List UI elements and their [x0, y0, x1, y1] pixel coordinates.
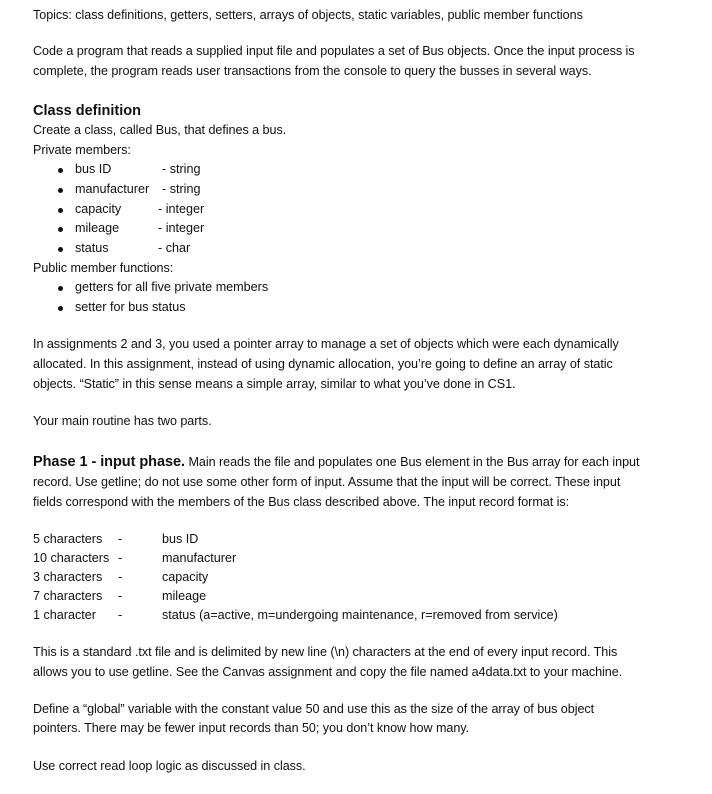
record-dash: -: [118, 532, 123, 546]
bullet-icon: [58, 286, 63, 291]
record-field: status (a=active, m=undergoing maintenance, r=removed from service): [162, 608, 558, 622]
record-length: 3 characters: [33, 570, 103, 584]
record-dash: -: [118, 589, 123, 603]
member-name: manufacturer: [75, 182, 150, 196]
txt-para-line-2: allows you to use getline. See the Canvas assignment and copy the file named a4data.txt to your machine.: [33, 665, 623, 679]
record-field: capacity: [162, 570, 209, 584]
record-length: 1 character: [33, 608, 96, 622]
phase1-title: Phase 1 - input phase.: [33, 454, 185, 470]
member-type: - char: [158, 241, 191, 255]
record-field: mileage: [162, 589, 207, 603]
phase1-line-2: record. Use getline; do not use some other form of input. Assume that the input will be correct. These input: [33, 475, 621, 489]
global-para-line-1: Define a “global” variable with the constant value 50 and use this as the size of the array of bus object: [33, 702, 595, 716]
create-class-line: Create a class, called Bus, that defines a bus.: [33, 123, 287, 137]
assignment-para-line-2: allocated. In this assignment, instead of using dynamic allocation, you’re going to define an array of static: [33, 357, 613, 371]
member-name: capacity: [75, 202, 122, 216]
member-name: status: [75, 241, 109, 255]
public-functions-label: Public member functions:: [33, 261, 174, 275]
member-type: - string: [162, 182, 201, 196]
record-dash: -: [118, 608, 123, 622]
member-name: mileage: [75, 221, 120, 235]
assignment-para-line-1: In assignments 2 and 3, you used a pointer array to manage a set of objects which were each dynamically: [33, 337, 619, 351]
bullet-icon: [58, 227, 63, 232]
main-routine-line: Your main routine has two parts.: [33, 414, 212, 428]
bullet-icon: [58, 306, 63, 311]
read-loop-line: Use correct read loop logic as discussed in class.: [33, 759, 306, 773]
record-dash: -: [118, 551, 123, 565]
global-para-line-2: pointers. There may be fewer input records than 50; you don’t know how many.: [33, 721, 470, 735]
record-length: 5 characters: [33, 532, 103, 546]
assignment-para-line-3: objects. “Static” in this sense means a simple array, similar to what you’ve done in CS1.: [33, 377, 516, 391]
record-length: 7 characters: [33, 589, 103, 603]
member-type: - string: [162, 162, 201, 176]
private-members-label: Private members:: [33, 143, 131, 157]
intro-line-2: complete, the program reads user transactions from the console to query the busses in several ways.: [33, 64, 592, 78]
record-field: bus ID: [162, 532, 199, 546]
phase1-line-1: [33, 453, 639, 471]
topics-line: Topics: class definitions, getters, setters, arrays of objects, static variables, public member functions: [33, 8, 583, 22]
phase1-line-1-text: Main reads the file and populates one Bus element in the Bus array for each input: [185, 455, 640, 469]
intro-line-1: Code a program that reads a supplied input file and populates a set of Bus objects. Once the input process is: [33, 44, 635, 58]
bullet-icon: [58, 168, 63, 173]
class-definition-heading: Class definition: [33, 103, 141, 119]
member-type: - integer: [158, 202, 205, 216]
bullet-icon: [58, 208, 63, 213]
phase1-line-3: fields correspond with the members of the Bus class described above. The input record format is:: [33, 495, 570, 509]
bullet-icon: [58, 188, 63, 193]
function-label: getters for all five private members: [75, 280, 269, 294]
member-type: - integer: [158, 221, 205, 235]
bullet-icon: [58, 247, 63, 252]
member-name: bus ID: [75, 162, 112, 176]
record-length: 10 characters: [33, 551, 110, 565]
record-dash: -: [118, 570, 123, 584]
record-field: manufacturer: [162, 551, 237, 565]
function-label: setter for bus status: [75, 300, 186, 314]
txt-para-line-1: This is a standard .txt file and is delimited by new line (\n) characters at the end of every input record. This: [33, 645, 618, 659]
